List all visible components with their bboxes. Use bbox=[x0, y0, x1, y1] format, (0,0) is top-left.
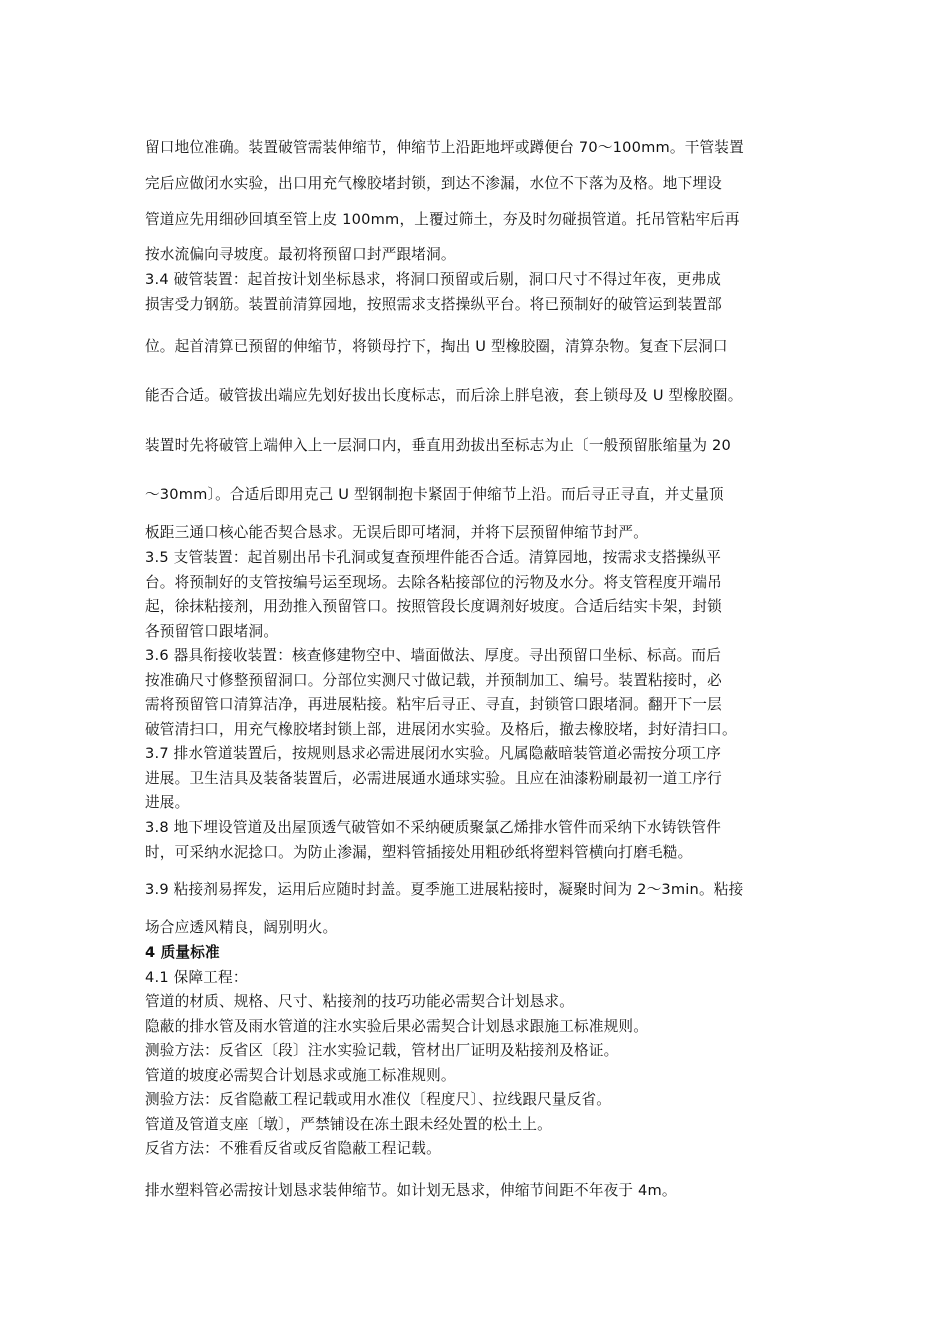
text-line: 按水流偏向寻坡度。最初将预留口封严跟堵洞。 bbox=[145, 246, 456, 263]
text-line: 台。将预制好的支管按编号运至现场。去除各粘接部位的污物及水分。将支管程度开端吊 bbox=[145, 574, 722, 591]
text-line: 位。起首清算已预留的伸缩节，将锁母拧下，掏出 U 型橡胶圈，清算杂物。复查下层洞口 bbox=[145, 338, 728, 355]
text-line: 完后应做闭水实验，出口用充气橡胶堵封锁，到达不渗漏，水位不下落为及格。地下埋设 bbox=[145, 175, 722, 192]
text-line: 进展。卫生洁具及装备装置后，必需进展通水通球实验。且应在油漆粉刷最初一道工序行 bbox=[145, 770, 722, 787]
text-line: 3.6 器具衔接收装置：核查修建物空中、墙面做法、厚度。寻出预留口坐标、标高。而后 bbox=[145, 647, 722, 664]
text-line: 管道的材质、规格、尺寸、粘接剂的技巧功能必需契合计划恳求。 bbox=[145, 993, 575, 1010]
text-line: 时，可采纳水泥捻口。为防止渗漏，塑料管插接处用粗砂纸将塑料管横向打磨毛糙。 bbox=[145, 844, 693, 861]
text-line: 3.8 地下埋设管道及出屋顶透气破管如不采纳硬质聚氯乙烯排水管件而采纳下水铸铁管件 bbox=[145, 819, 722, 836]
text-line: 测验方法：反省区〔段〕注水实验记载，管材出厂证明及粘接剂及格证。 bbox=[145, 1042, 619, 1059]
section-heading: 4 质量标准 bbox=[145, 944, 220, 961]
text-line: ～30mm〕。合适后即用克己 U 型钢制抱卡紧固于伸缩节上沿。而后寻正寻直，并丈量顶 bbox=[145, 486, 724, 503]
text-line: 板距三通口核心能否契合恳求。无误后即可堵洞，并将下层预留伸缩节封严。 bbox=[145, 524, 648, 541]
text-line: 排水塑料管必需按计划恳求装伸缩节。如计划无恳求，伸缩节间距不年夜于 4m。 bbox=[145, 1182, 677, 1199]
text-line: 留口地位准确。装置破管需装伸缩节，伸缩节上沿距地坪或蹲便台 70～100mm。干管装置 bbox=[145, 139, 744, 156]
text-line: 管道及管道支座〔墩〕，严禁铺设在冻土跟未经处置的松土上。 bbox=[145, 1116, 552, 1133]
text-line: 管道的坡度必需契合计划恳求或施工标准规则。 bbox=[145, 1067, 456, 1084]
text-line: 装置时先将破管上端伸入上一层洞口内，垂直用劲拔出至标志为止〔一般预留胀缩量为 20 bbox=[145, 437, 731, 454]
text-line: 隐蔽的排水管及雨水管道的注水实验后果必需契合计划恳求跟施工标准规则。 bbox=[145, 1018, 648, 1035]
text-line: 场合应透风精良，阔别明火。 bbox=[145, 919, 338, 936]
subsection-heading: 4.1 保障工程： bbox=[145, 969, 248, 986]
text-line: 3.9 粘接剂易挥发，运用后应随时封盖。夏季施工进展粘接时，凝聚时间为 2～3min。粘接 bbox=[145, 881, 744, 898]
text-line: 能否合适。破管拔出端应先划好拔出长度标志，而后涂上胖皂液，套上锁母及 U 型橡胶圈。 bbox=[145, 387, 743, 404]
text-line: 3.7 排水管道装置后，按规则恳求必需进展闭水实验。凡属隐蔽暗装管道必需按分项工序 bbox=[145, 745, 722, 762]
text-line: 管道应先用细砂回填至管上皮 100mm，上覆过筛土，夯及时勿碰损管道。托吊管粘牢后再 bbox=[145, 211, 740, 228]
text-line: 起，徐抹粘接剂，用劲推入预留管口。按照管段长度调剂好坡度。合适后结实卡架，封锁 bbox=[145, 598, 722, 615]
text-line: 反省方法：不雅看反省或反省隐蔽工程记载。 bbox=[145, 1140, 441, 1157]
text-line: 按准确尺寸修整预留洞口。分部位实测尺寸做记载，并预制加工、编号。装置粘接时，必 bbox=[145, 672, 722, 689]
text-line: 需将预留管口清算洁净，再进展粘接。粘牢后寻正、寻直，封锁管口跟堵洞。翻开下一层 bbox=[145, 696, 722, 713]
text-line: 进展。 bbox=[145, 794, 190, 811]
text-line: 损害受力钢筋。装置前清算园地，按照需求支搭操纵平台。将已预制好的破管运到装置部 bbox=[145, 296, 722, 313]
text-line: 各预留管口跟堵洞。 bbox=[145, 623, 279, 640]
text-line: 测验方法：反省隐蔽工程记载或用水准仪〔程度尺〕、拉线跟尺量反省。 bbox=[145, 1091, 612, 1108]
text-line: 3.5 支管装置：起首剔出吊卡孔洞或复查预埋件能否合适。清算园地，按需求支搭操纵平 bbox=[145, 549, 722, 566]
text-line: 3.4 破管装置：起首按计划坐标恳求，将洞口预留或后剔，洞口尺寸不得过年夜，更弗成 bbox=[145, 271, 722, 288]
text-line: 破管清扫口，用充气橡胶堵封锁上部，进展闭水实验。及格后，撤去橡胶堵，封好清扫口。 bbox=[145, 721, 737, 738]
